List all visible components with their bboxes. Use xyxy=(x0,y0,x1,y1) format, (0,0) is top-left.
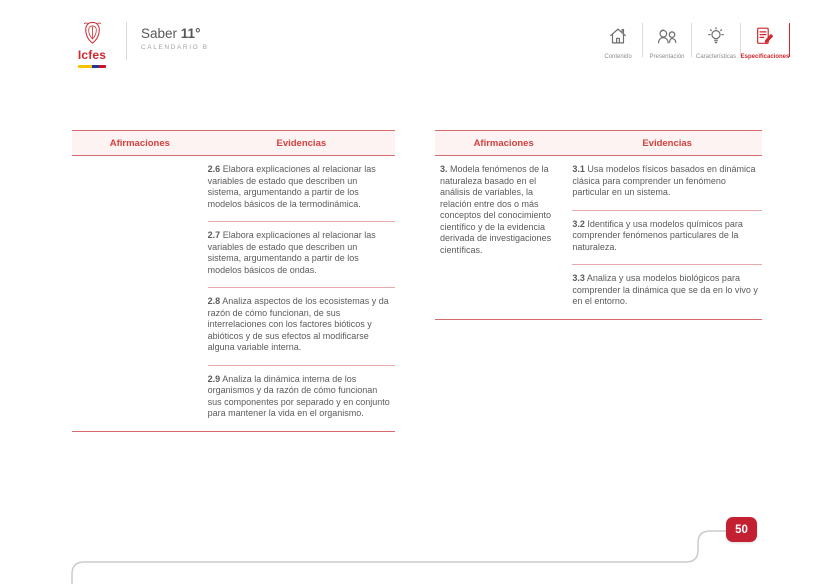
lightbulb-icon xyxy=(705,22,727,50)
document-pencil-icon xyxy=(753,22,777,50)
left-table xyxy=(72,130,395,432)
evidencias-header: Evidencias xyxy=(642,138,692,149)
evidencia-row: 2.7 Elabora explicaciones al relacionar las variables de estado que describen un sistema, argumentando a partir de los modelos básicos de ondas. xyxy=(208,222,395,288)
divider xyxy=(691,23,692,57)
page-number-badge: 50 xyxy=(726,517,757,542)
divider xyxy=(789,23,790,57)
right-table-body xyxy=(435,156,762,320)
evidencias-header: Evidencias xyxy=(276,138,327,149)
divider xyxy=(740,23,741,57)
nav-label: Especificaciones xyxy=(740,54,790,60)
afirmacion-cell-empty xyxy=(72,156,208,431)
product-block xyxy=(141,20,209,51)
nav-item-contenido[interactable] xyxy=(596,22,640,60)
icfes-wordmark: Icfes xyxy=(77,48,107,62)
calendar-label: CALENDARIO B xyxy=(141,44,209,51)
nav-item-presentacion[interactable] xyxy=(645,22,689,60)
afirmaciones-header: Afirmaciones xyxy=(109,138,170,149)
people-icon xyxy=(655,22,679,50)
evidencias-cell xyxy=(572,156,762,319)
evidencia-row: 3.3 Analiza y usa modelos biológicos para comprender la dinámica que se da en lo vivo y en el entorno. xyxy=(572,273,758,306)
product-title: Saber 11° xyxy=(141,26,201,41)
divider xyxy=(642,23,643,57)
divider xyxy=(126,22,127,60)
evidencia-row: 2.6 Elabora explicaciones al relacionar las variables de estado que describen un sistema, argumentando a partir de los modelos básicos de la termodinámica. xyxy=(208,156,395,222)
icfes-logo xyxy=(72,20,112,68)
evidencia-row: 3.1 Usa modelos físicos basados en dinámica clásica para comprender un fenómeno particular en un sistema. xyxy=(572,156,762,211)
evidencia-row: 3.2 Identifica y usa modelos químicos para comprender fenómenos particulares de la naturaleza. xyxy=(572,211,762,266)
afirmacion-cell: 3. Modela fenómenos de la naturaleza basado en el análisis de variables, la relación entre dos o más conceptos del conocimiento científico y de la evidencia derivada de investigaciones científicas. xyxy=(440,164,552,255)
right-table-header xyxy=(435,130,762,156)
left-table-header xyxy=(72,130,395,156)
brand-group xyxy=(72,20,209,68)
afirmaciones-header: Afirmaciones xyxy=(473,138,534,149)
nav-label: Presentación xyxy=(649,54,685,60)
home-icon xyxy=(607,22,629,50)
colombia-flag-strip xyxy=(78,65,106,68)
icfes-crest-icon xyxy=(72,20,112,47)
left-table-body xyxy=(72,156,395,432)
nav-label: Características xyxy=(695,54,736,60)
nav-item-especificaciones[interactable] xyxy=(740,22,790,60)
evidencia-row: 2.8 Analiza aspectos de los ecosistemas y da razón de cómo funcionan, de sus interrelaciones con los factores bióticos y abióticos y de sus efectos al modificarse alguna variable interna. xyxy=(208,288,395,366)
nav-label: Contenido xyxy=(604,54,632,60)
top-nav xyxy=(596,22,792,60)
evidencia-row: 2.9 Analiza la dinámica interna de los organismos y da razón de cómo funcionan sus componentes por separado y en conjunto para mantener la vida en el organismo. xyxy=(207,373,390,418)
right-table xyxy=(435,130,762,320)
nav-item-caracteristicas[interactable] xyxy=(694,22,738,60)
evidencias-cell xyxy=(208,156,395,431)
